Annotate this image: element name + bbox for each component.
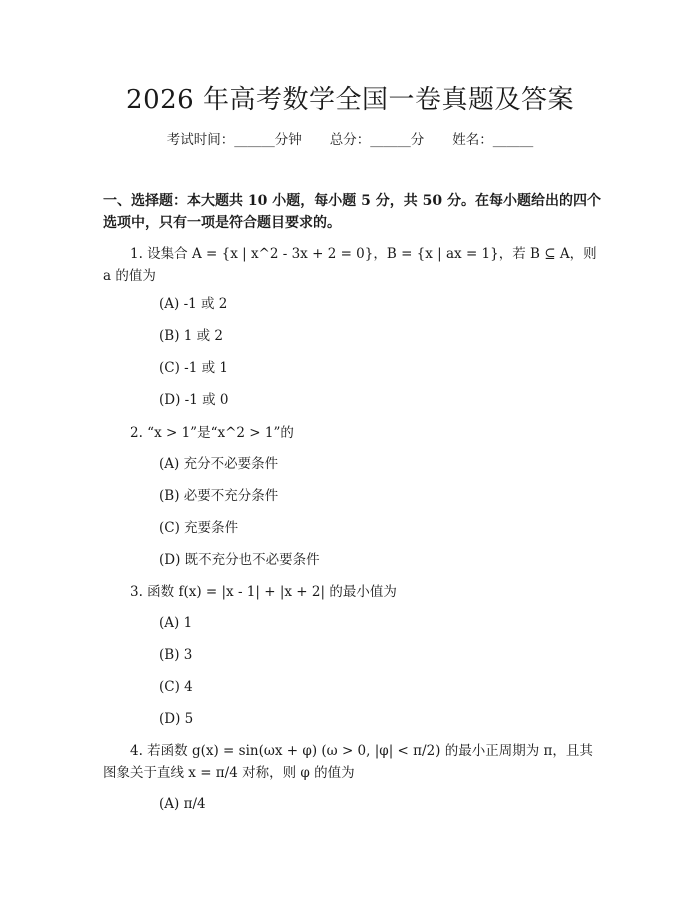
question-3-stem: 3. 函数 f(x) = |x - 1| + |x + 2| 的最小值为	[130, 584, 397, 600]
question-1-stem: 1. 设集合 A = {x | x^2 - 3x + 2 = 0}，B = {x | ax = 1}，若 B ⊆ A，则 a 的值为	[103, 246, 597, 284]
question-1-option-b: (B) 1 或 2	[159, 328, 224, 344]
question-2-option-d: (D) 既不充分也不必要条件	[159, 552, 320, 568]
question-3-option-b: (B) 3	[159, 647, 193, 663]
question-1-option-c: (C) -1 或 1	[159, 360, 228, 376]
question-4-stem: 4. 若函数 g(x) = sin(ωx + φ) (ω > 0, |φ| < π/2) 的最小正周期为 π，且其图象关于直线 x = π/4 对称，则 φ 的值为	[103, 743, 593, 781]
page-title: 2026 年高考数学全国一卷真题及答案	[126, 85, 574, 115]
total-score-field: 总分：______分	[329, 132, 425, 148]
question-1-option-d: (D) -1 或 0	[159, 392, 229, 408]
student-name-field: 姓名：______	[452, 132, 534, 148]
question-4-option-a: (A) π/4	[159, 796, 206, 812]
question-2-stem: 2. “x > 1”是“x^2 > 1”的	[130, 425, 294, 441]
question-3-option-d: (D) 5	[159, 711, 194, 727]
question-2-option-a: (A) 充分不必要条件	[159, 456, 279, 472]
section-heading: 一、选择题：本大题共 10 小题，每小题 5 分，共 50 分。在每小题给出的四个选项中，只有一项是符合题目要求的。	[103, 193, 601, 231]
question-3-option-a: (A) 1	[159, 615, 193, 631]
exam-info-line	[0, 130, 700, 150]
exam-time-field: 考试时间：______分钟	[166, 132, 302, 148]
question-2-option-b: (B) 必要不充分条件	[159, 488, 279, 504]
question-2-option-c: (C) 充要条件	[159, 520, 239, 536]
question-3-option-c: (C) 4	[159, 679, 193, 695]
question-1-option-a: (A) -1 或 2	[159, 296, 228, 312]
